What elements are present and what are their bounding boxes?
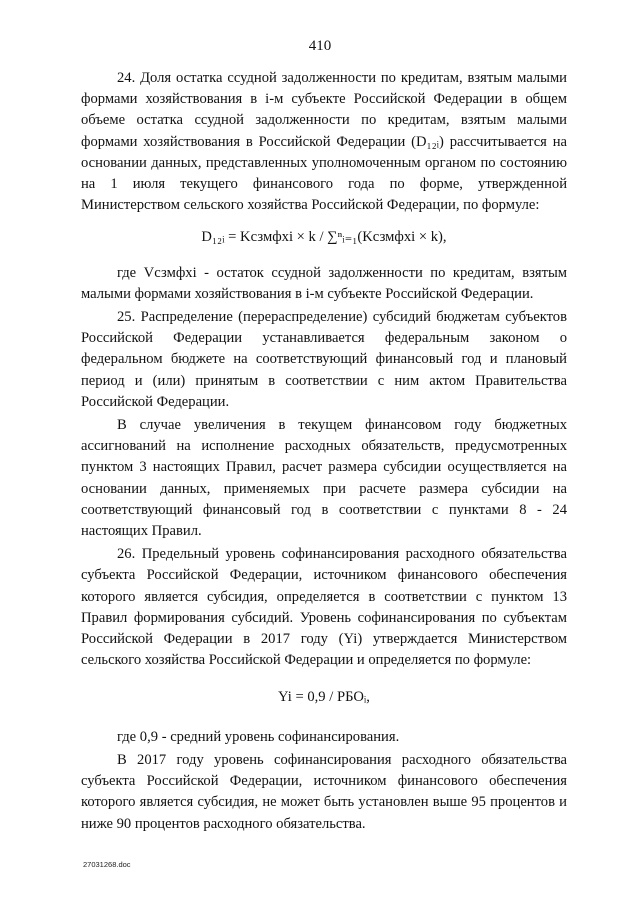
paragraph-where-1: где Vсзмфхi - остаток ссудной задолженности по кредитам, взятым малыми формами хозяйствования в i-м субъекте Российской Федерации. [81,264,567,302]
footer-doc-id: 27031268.doc [83,860,131,869]
paragraph-26: 26. Предельный уровень софинансирования расходного обязательства субъекта Российской Федерации, источником финансового обеспечения которого является субсидия, определяется в соответствии с пунктом 13 Правил формирования субсидий. Уровень софинансирования по субъектам Российской Федерации в 2017 году (Yi) утверждается Министерством сельского хозяйства Российской Федерации и определяется по формуле: [81,546,567,669]
page-number: 410 [308,38,332,54]
paragraph-25: 25. Распределение (перераспределение) субсидий бюджетам субъектов Российской Федерации устанавливается федеральным законом о федеральном бюджете на соответствующий финансовый год и плановый период и (или) принятым в соответствии с ним актом Правительства Российской Федерации. [81,309,567,410]
formula-yi: Yi = 0,9 / РБОᵢ, [278,689,370,706]
paragraph-25-b: В случае увеличения в текущем финансовом году бюджетных ассигнований на исполнение расходных обязательств, предусмотренных пунктом 3 настоящих Правил, расчет размера субсидии осуществляется на основании данных, применяемых при расчете размера субсидии на соответствующий финансовый год в соответствии с пунктами 8 - 24 настоящих Правил. [81,417,567,540]
paragraph-where-2: где 0,9 - средний уровень софинансирования. [117,728,400,745]
formula-d12: D₁₂ᵢ = Kсзмфхi × k / ∑ⁿᵢ₌₁(Kсзмфхi × k), [201,229,447,246]
paragraph-26-b: В 2017 году уровень софинансирования расходного обязательства субъекта Российской Федерации, источником финансового обеспечения которого является субсидия, не может быть установлен выше 95 процентов и ниже 90 процентов расходного обязательства. [81,751,567,832]
document-body [81,68,567,835]
paragraph-24: 24. Доля остатка ссудной задолженности по кредитам, взятым малыми формами хозяйствования в i-м субъекте Российской Федерации в общем объеме остатка ссудной задолженности по кредитам, взятым малыми формами хозяйствования в Российской Федерации (D₁₂ᵢ) рассчитывается на основании данных, представленных уполномоченным органом по состоянию на 1 июля текущего финансового года по форме, утвержденной Министерством сельского хозяйства Российской Федерации, по формуле: [81,70,567,214]
